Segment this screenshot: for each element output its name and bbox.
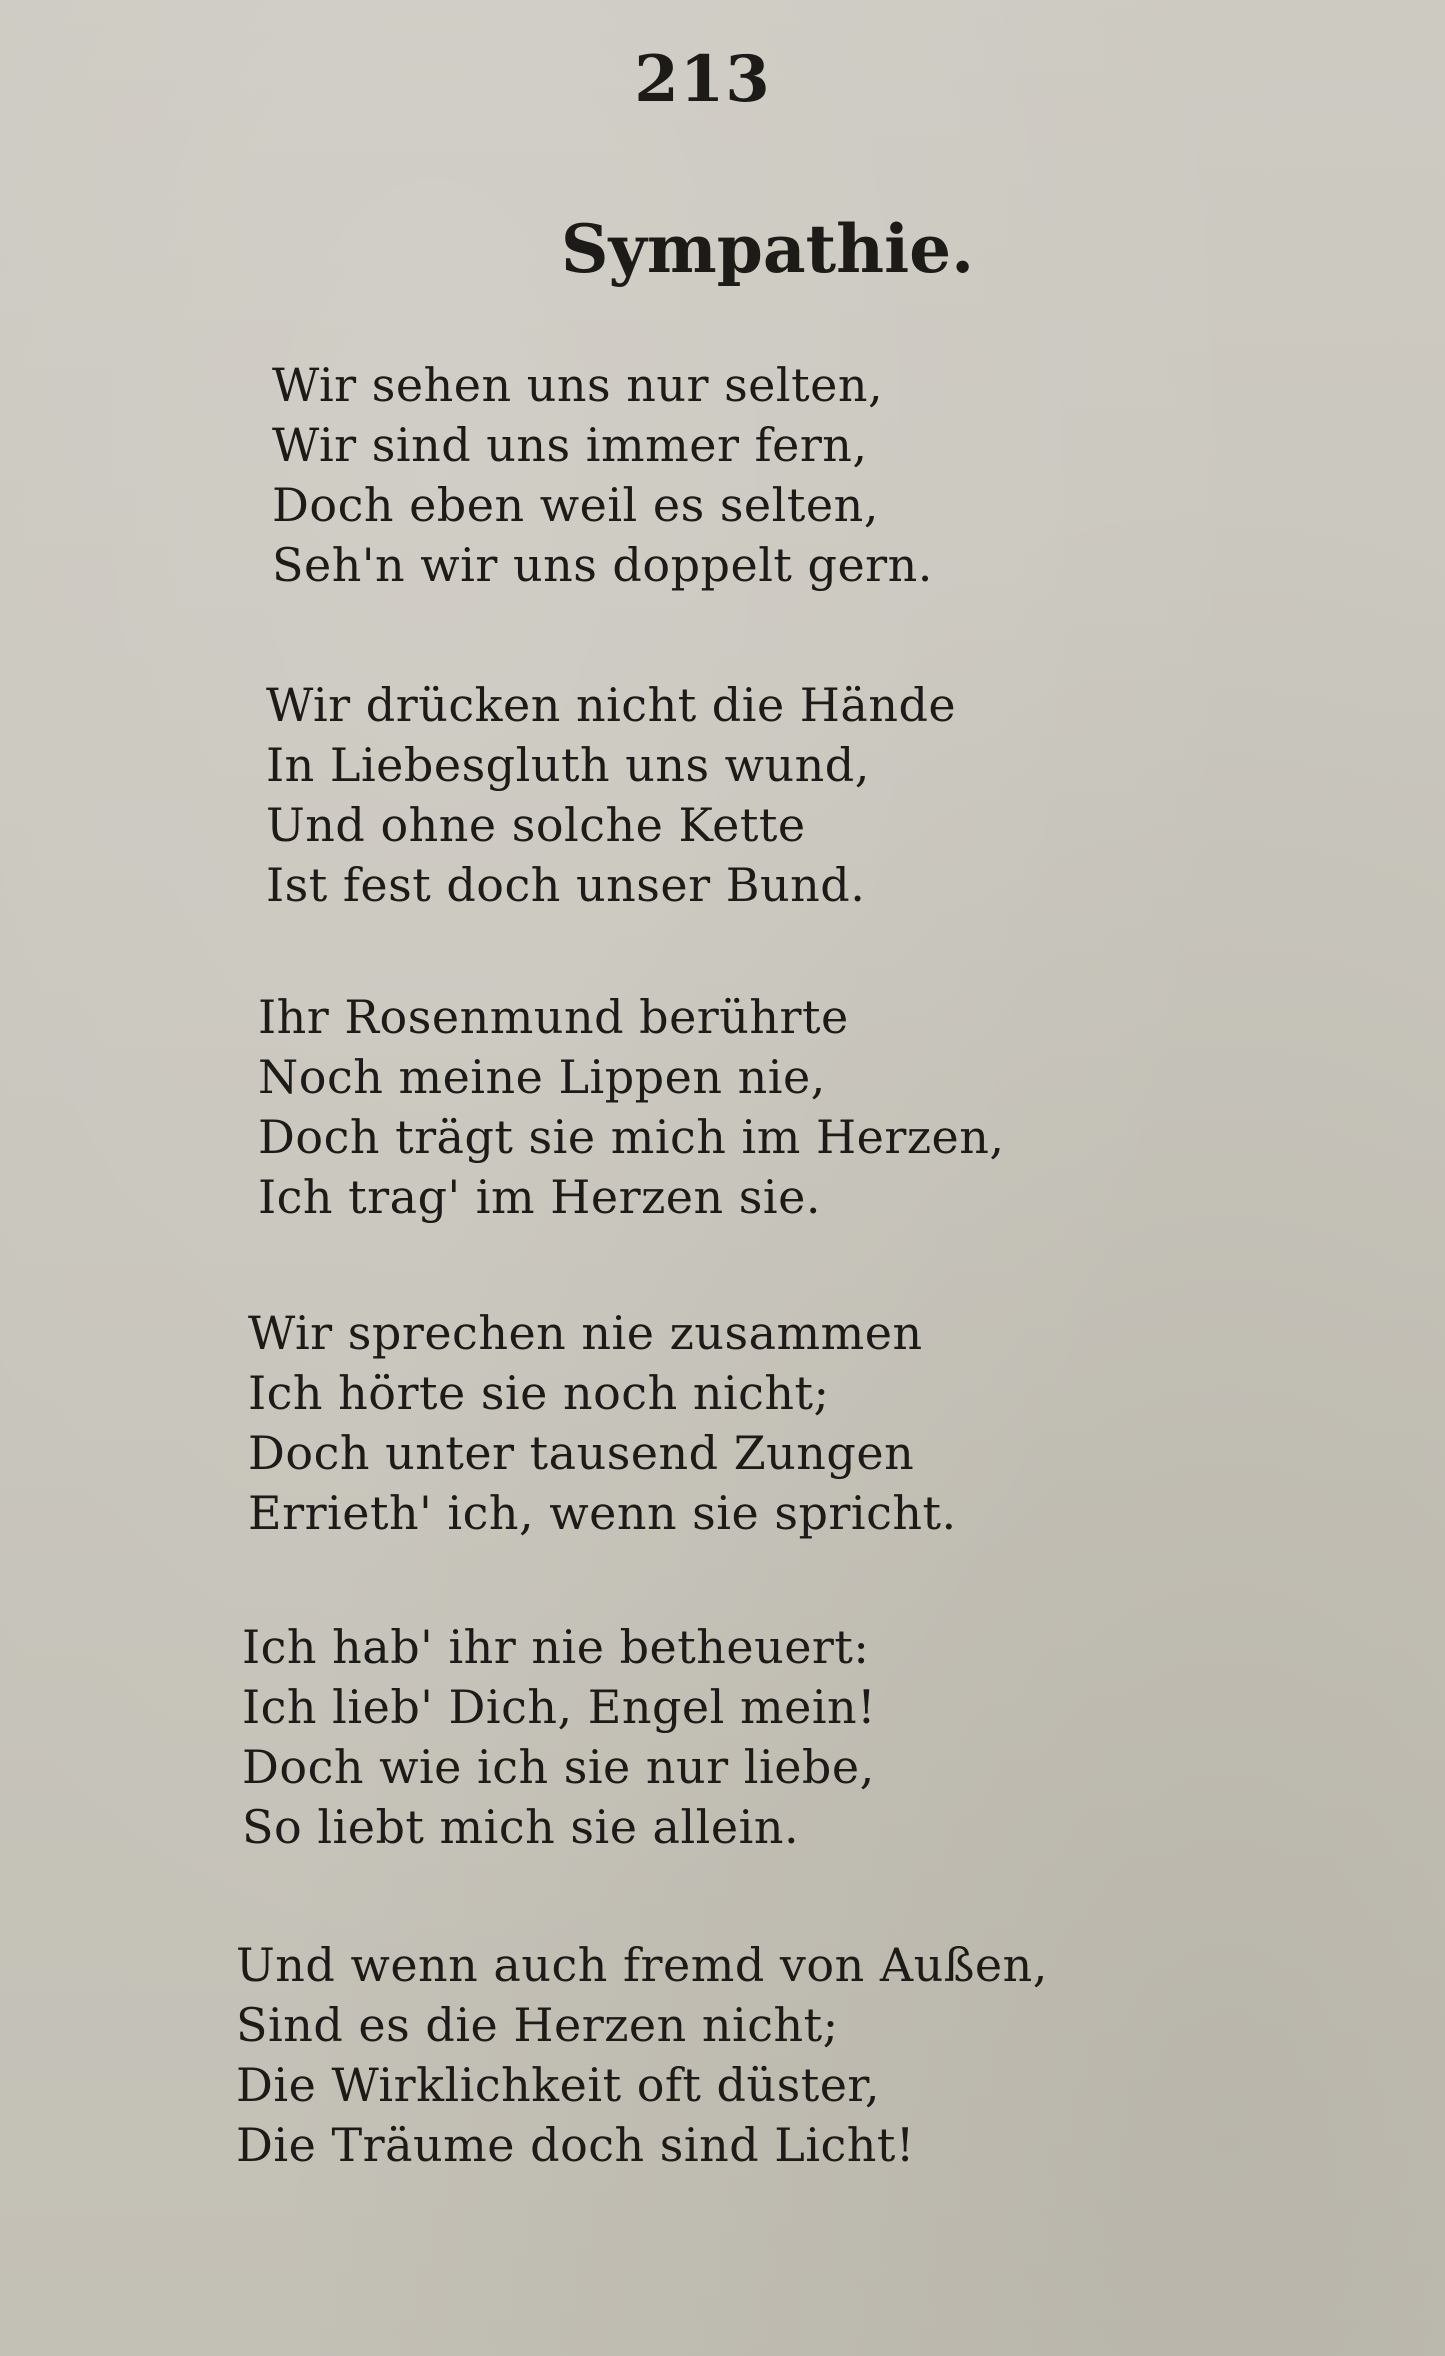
stanza-1 — [272, 355, 933, 595]
poem-line: Ich trag' im Herzen sie. — [258, 1170, 821, 1224]
stanza-3 — [258, 987, 1005, 1227]
poem-line: Die Träume doch sind Licht! — [236, 2118, 915, 2172]
stanza-5 — [242, 1617, 876, 1857]
poem-line: Doch wie ich sie nur liebe, — [242, 1740, 875, 1794]
poem-line: Wir sprechen nie zusammen — [248, 1306, 923, 1360]
poem-line: Doch trägt sie mich im Herzen, — [258, 1110, 1005, 1164]
poem-line: Wir sehen uns nur selten, — [272, 358, 884, 412]
poem-line: Und ohne solche Kette — [266, 798, 806, 852]
poem-line: Wir sind uns immer fern, — [272, 418, 868, 472]
poem-line: In Liebesgluth uns wund, — [266, 738, 870, 792]
poem-line: Errieth' ich, wenn sie spricht. — [248, 1486, 957, 1540]
poem-line: Ich hörte sie noch nicht; — [248, 1366, 830, 1420]
stanza-2 — [266, 675, 956, 915]
poem-line: Ist fest doch unser Bund. — [266, 858, 866, 912]
poem-line: So liebt mich sie allein. — [242, 1800, 800, 1854]
poem-line: Ich hab' ihr nie betheuert: — [242, 1620, 870, 1674]
poem-line: Doch unter tausend Zungen — [248, 1426, 915, 1480]
poem-line: Noch meine Lippen nie, — [258, 1050, 826, 1104]
page-number: 213 — [634, 42, 771, 117]
poem-line: Ihr Rosenmund berührte — [258, 990, 849, 1044]
stanza-4 — [248, 1303, 957, 1543]
poem-line: Doch eben weil es selten, — [272, 478, 879, 532]
poem-line: Wir drücken nicht die Hände — [266, 678, 957, 732]
poem-line: Ich lieb' Dich, Engel mein! — [242, 1680, 877, 1734]
poem-title: Sympathie. — [560, 210, 975, 288]
stanza-6 — [236, 1935, 1048, 2175]
poem-line: Seh'n wir uns doppelt gern. — [272, 538, 933, 592]
poem-line: Und wenn auch fremd von Außen, — [236, 1938, 1048, 1992]
poem-line: Sind es die Herzen nicht; — [236, 1998, 839, 2052]
poem-line: Die Wirklichkeit oft düster, — [236, 2058, 880, 2112]
